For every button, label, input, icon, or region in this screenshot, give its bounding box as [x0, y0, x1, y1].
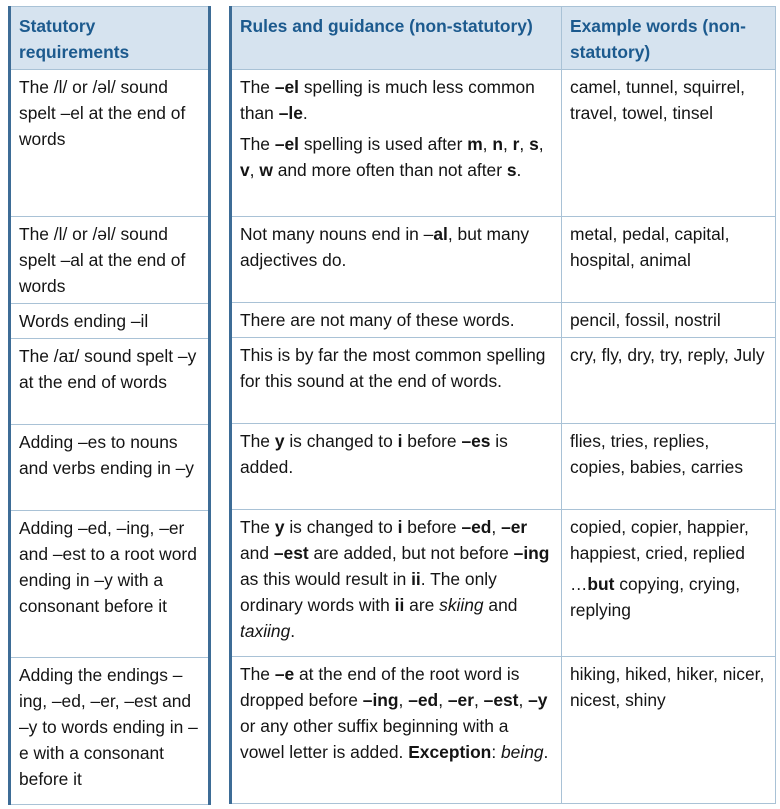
cell-paragraph	[240, 74, 554, 126]
text-run: and more often than not after	[272, 160, 507, 180]
cell-paragraph	[570, 221, 768, 273]
italic-text: being	[500, 742, 544, 762]
bold-text: y	[274, 431, 285, 451]
bold-text: –est	[273, 543, 309, 563]
text-run: is changed to	[284, 517, 398, 537]
text-run: and	[483, 595, 518, 615]
bold-text: i	[397, 431, 403, 451]
text-run: hiking, hiked, hiker, nicer, nicest, shiny	[570, 664, 765, 710]
text-run: camel, tunnel, squirrel, travel, towel, tinsel	[570, 77, 745, 123]
examples-cell	[562, 510, 776, 657]
bold-text: ii	[411, 569, 421, 589]
text-run: and	[240, 543, 274, 563]
bold-text: –ing	[362, 690, 399, 710]
bold-text: al	[433, 224, 448, 244]
text-run: . The only ordinary words with	[240, 569, 497, 615]
text-run: Not many nouns end in –	[240, 224, 434, 244]
bold-text: s	[529, 134, 539, 154]
text-run: before	[402, 431, 462, 451]
rules-cell	[231, 657, 562, 804]
text-run: …	[570, 574, 588, 594]
cell-paragraph	[570, 307, 768, 333]
bold-text: –er	[501, 517, 528, 537]
text-run: .	[290, 621, 296, 641]
text-run: The	[240, 134, 275, 154]
rules-cell	[231, 303, 562, 338]
text-run: before	[402, 517, 462, 537]
bold-text: i	[397, 517, 403, 537]
rules-cell	[231, 217, 562, 303]
cell-paragraph	[240, 661, 554, 765]
text-run: spelling is used after	[299, 134, 468, 154]
statutory-cell: Adding –ed, –ing, –er and –est to a root word ending in –y with a consonant before it	[10, 511, 210, 658]
guidance-table	[229, 6, 776, 804]
text-run: The	[240, 517, 275, 537]
text-run: ,	[518, 690, 529, 710]
text-run: are	[404, 595, 440, 615]
examples-cell	[562, 217, 776, 303]
text-run: is added.	[240, 431, 508, 477]
text-run: or any other suffix beginning with a vowel letter is added.	[240, 716, 509, 762]
bold-text: v	[240, 160, 250, 180]
text-run: copied, copier, happier, happiest, cried, replied	[570, 517, 749, 563]
bold-text: –er	[447, 690, 474, 710]
text-run: ,	[398, 690, 409, 710]
text-run: The	[240, 77, 275, 97]
bold-text: but	[587, 574, 615, 594]
statutory-cell: Adding the endings –ing, –ed, –er, –est and –y to words ending in –e with a consonant before it	[10, 658, 210, 805]
text-run: :	[491, 742, 501, 762]
examples-cell	[562, 657, 776, 804]
cell-paragraph	[240, 131, 554, 183]
text-run: ,	[502, 134, 513, 154]
bold-text: –ed	[461, 517, 492, 537]
statutory-cell: The /aɪ/ sound spelt –y at the end of words	[10, 339, 210, 425]
rules-cell	[231, 70, 562, 217]
rules-header: Rules and guidance (non-statutory)	[231, 7, 562, 70]
text-run: , but many adjectives do.	[240, 224, 530, 270]
text-run: The	[240, 431, 275, 451]
rules-cell	[231, 510, 562, 657]
text-run: ,	[491, 517, 502, 537]
text-run: ,	[438, 690, 448, 710]
statutory-cell: The /l/ or /əl/ sound spelt –al at the end of words	[10, 217, 210, 304]
bold-text: –el	[274, 77, 299, 97]
text-run: .	[516, 160, 522, 180]
bold-text: –es	[461, 431, 491, 451]
rules-cell	[231, 338, 562, 424]
bold-text: –ing	[513, 543, 550, 563]
text-run: is changed to	[284, 431, 398, 451]
cell-paragraph	[570, 514, 768, 566]
text-run: ,	[538, 134, 544, 154]
text-run: ,	[473, 690, 484, 710]
bold-text: ii	[394, 595, 405, 615]
text-run: This is by far the most common spelling for this sound at the end of words.	[240, 345, 546, 391]
bold-text: r	[512, 134, 520, 154]
text-run: There are not many of these words.	[240, 310, 515, 330]
text-run: pencil, fossil, nostril	[570, 310, 721, 330]
bold-text: y	[274, 517, 285, 537]
cell-paragraph	[240, 514, 554, 644]
bold-text: –est	[483, 690, 519, 710]
examples-cell	[562, 338, 776, 424]
cell-paragraph	[240, 428, 554, 480]
cell-paragraph	[570, 428, 768, 480]
text-run: spelling is much less common than	[240, 77, 535, 123]
examples-cell	[562, 70, 776, 217]
bold-text: m	[467, 134, 483, 154]
text-run: as this would result in	[240, 569, 412, 589]
bold-text: –el	[274, 134, 299, 154]
statutory-cell: Words ending –il	[10, 304, 210, 339]
bold-text: –e	[274, 664, 295, 684]
text-run: cry, fly, dry, try, reply, July	[570, 345, 765, 365]
text-run: at the end of the root word is dropped before	[240, 664, 520, 710]
statutory-cell: Adding –es to nouns and verbs ending in –y	[10, 425, 210, 511]
cell-paragraph	[240, 221, 554, 273]
text-run: copying, crying, replying	[570, 574, 741, 620]
bold-text: s	[506, 160, 517, 180]
cell-paragraph	[570, 661, 768, 713]
text-run: ,	[249, 160, 260, 180]
examples-header: Example words (non-statutory)	[562, 7, 776, 70]
cell-paragraph	[570, 571, 768, 623]
text-run: ,	[482, 134, 493, 154]
cell-paragraph	[570, 342, 768, 368]
cell-paragraph	[240, 342, 554, 394]
examples-cell	[562, 424, 776, 510]
text-run: metal, pedal, capital, hospital, animal	[570, 224, 730, 270]
bold-text: –y	[528, 690, 548, 710]
bold-text: n	[492, 134, 503, 154]
rules-cell	[231, 424, 562, 510]
examples-cell	[562, 303, 776, 338]
italic-text: taxiing	[240, 621, 291, 641]
text-run: flies, tries, replies, copies, babies, carries	[570, 431, 744, 477]
cell-paragraph	[240, 307, 554, 333]
text-run: .	[543, 742, 549, 762]
text-run: The	[240, 664, 275, 684]
statutory-header: Statutory requirements	[10, 7, 210, 70]
bold-text: –ed	[408, 690, 439, 710]
statutory-cell: The /l/ or /əl/ sound spelt –el at the end of words	[10, 70, 210, 217]
bold-text: w	[259, 160, 273, 180]
text-run: are added, but not before	[308, 543, 514, 563]
statutory-requirements-table	[8, 6, 211, 805]
bold-text: Exception	[408, 742, 492, 762]
cell-paragraph	[570, 74, 768, 126]
text-run: .	[302, 103, 308, 123]
bold-text: –le	[278, 103, 303, 123]
italic-text: skiing	[439, 595, 484, 615]
text-run: ,	[519, 134, 530, 154]
